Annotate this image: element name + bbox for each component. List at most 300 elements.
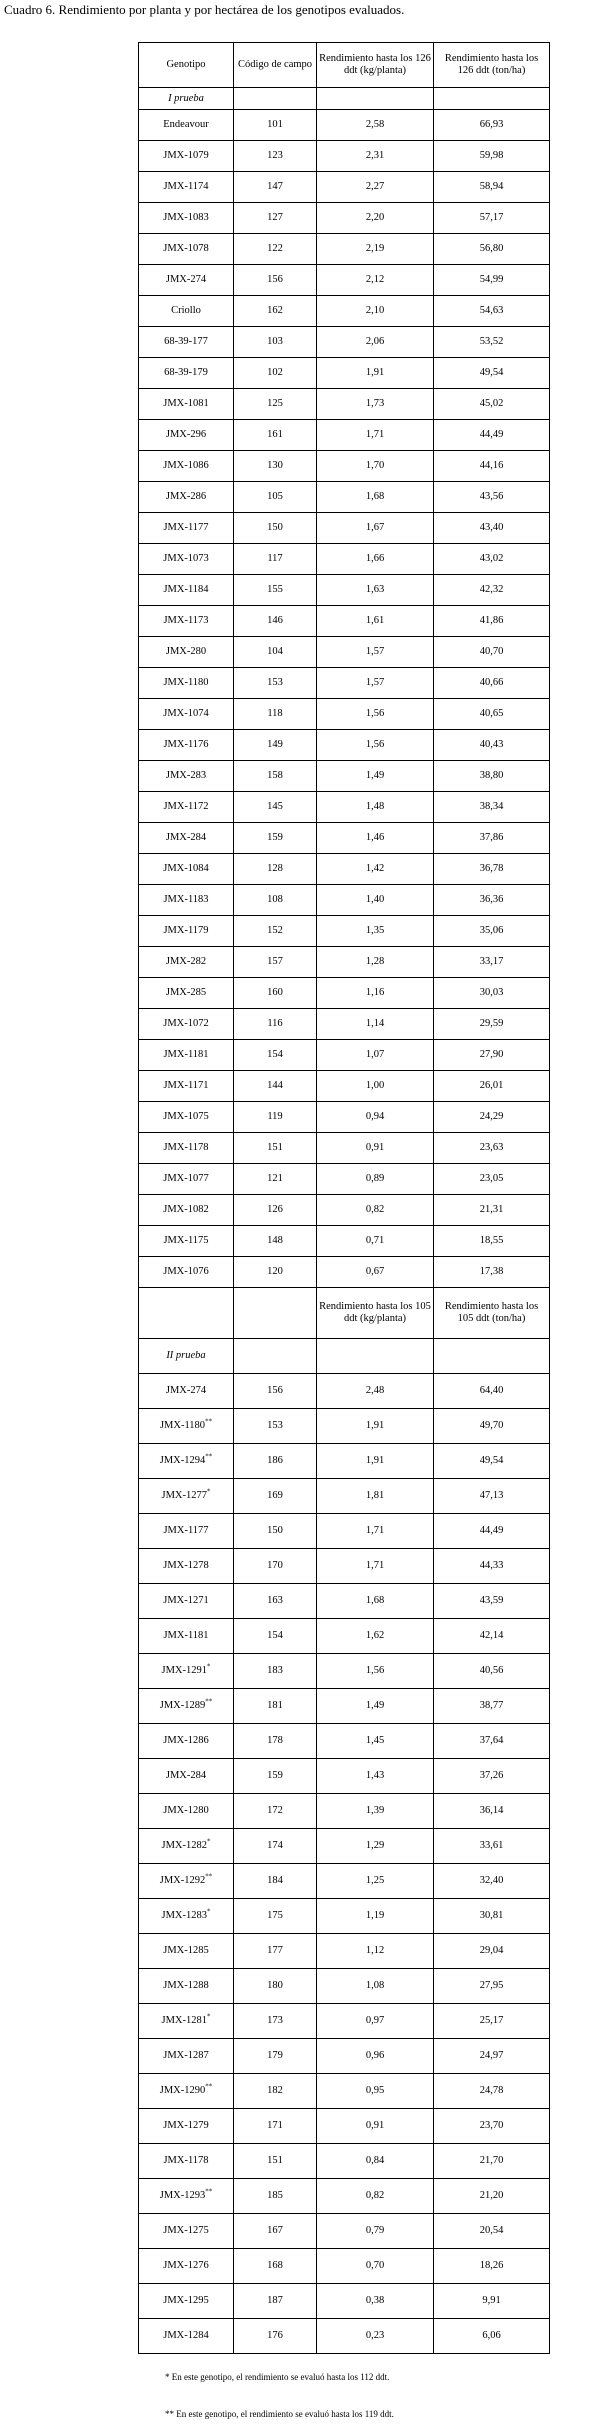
yield-plant-cell: 0,95 bbox=[317, 2074, 434, 2109]
header2-empty-2 bbox=[234, 1288, 317, 1339]
yield-hectare-cell: 6,06 bbox=[434, 2319, 550, 2354]
field-code-cell: 120 bbox=[234, 1257, 317, 1288]
field-code-cell: 125 bbox=[234, 389, 317, 420]
table-row bbox=[139, 1829, 550, 1864]
yield-plant-cell: 1,81 bbox=[317, 1479, 434, 1514]
yield-hectare-cell: 21,20 bbox=[434, 2179, 550, 2214]
yield-plant-cell: 1,91 bbox=[317, 1409, 434, 1444]
field-code-cell: 105 bbox=[234, 482, 317, 513]
genotype-name: JMX-284 bbox=[165, 1770, 207, 1781]
table-row bbox=[139, 1444, 550, 1479]
genotype-cell: JMX-1176 bbox=[139, 730, 234, 761]
table-row bbox=[139, 916, 550, 947]
table-row bbox=[139, 1102, 550, 1133]
table-row bbox=[139, 1654, 550, 1689]
table-row bbox=[139, 234, 550, 265]
yield-plant-cell: 1,42 bbox=[317, 854, 434, 885]
field-code-cell: 167 bbox=[234, 2214, 317, 2249]
footnote-1: * En este genotipo, el rendimiento se evaluó hasta los 112 ddt. bbox=[165, 2372, 390, 2382]
table-row bbox=[139, 1864, 550, 1899]
table-row bbox=[139, 203, 550, 234]
yield-hectare-cell: 43,40 bbox=[434, 513, 550, 544]
genotype-cell bbox=[139, 2179, 234, 2214]
field-code-cell: 153 bbox=[234, 1409, 317, 1444]
genotype-name: JMX-1275 bbox=[163, 2225, 209, 2236]
genotype-cell bbox=[139, 1969, 234, 2004]
field-code-cell: 185 bbox=[234, 2179, 317, 2214]
yield-plant-cell: 0,70 bbox=[317, 2249, 434, 2284]
section2-label: II prueba bbox=[139, 1339, 234, 1374]
yield-table bbox=[138, 42, 550, 2354]
table-row bbox=[139, 110, 550, 141]
genotype-name: JMX-1279 bbox=[163, 2120, 209, 2131]
table-row bbox=[139, 1479, 550, 1514]
genotype-name: JMX-1276 bbox=[163, 2260, 209, 2271]
field-code-cell: 178 bbox=[234, 1724, 317, 1759]
genotype-cell: JMX-1072 bbox=[139, 1009, 234, 1040]
genotype-name: JMX-1286 bbox=[163, 1735, 209, 1746]
yield-hectare-cell: 56,80 bbox=[434, 234, 550, 265]
table-row bbox=[139, 2214, 550, 2249]
field-code-cell: 158 bbox=[234, 761, 317, 792]
field-code-cell: 127 bbox=[234, 203, 317, 234]
section1-label: I prueba bbox=[139, 88, 234, 110]
genotype-cell bbox=[139, 1759, 234, 1794]
footnote-2: ** En este genotipo, el rendimiento se evaluó hasta los 119 ddt. bbox=[165, 2409, 394, 2419]
field-code-cell: 157 bbox=[234, 947, 317, 978]
genotype-name: JMX-1289 bbox=[159, 1700, 206, 1711]
field-code-cell: 121 bbox=[234, 1164, 317, 1195]
yield-hectare-cell: 49,54 bbox=[434, 358, 550, 389]
table-caption: Cuadro 6. Rendimiento por planta y por hectárea de los genotipos evaluados. bbox=[4, 2, 405, 17]
genotype-cell: JMX-1174 bbox=[139, 172, 234, 203]
field-code-cell: 145 bbox=[234, 792, 317, 823]
yield-hectare-cell: 20,54 bbox=[434, 2214, 550, 2249]
yield-plant-cell: 1,61 bbox=[317, 606, 434, 637]
genotype-cell: JMX-1079 bbox=[139, 141, 234, 172]
field-code-cell: 149 bbox=[234, 730, 317, 761]
yield-plant-cell: 1,71 bbox=[317, 1549, 434, 1584]
yield-plant-cell: 1,14 bbox=[317, 1009, 434, 1040]
field-code-cell: 181 bbox=[234, 1689, 317, 1724]
genotype-cell: Endeavour bbox=[139, 110, 234, 141]
genotype-cell bbox=[139, 1654, 234, 1689]
field-code-cell: 156 bbox=[234, 1374, 317, 1409]
genotype-name: JMX-1294 bbox=[159, 1455, 206, 1466]
genotype-cell: JMX-284 bbox=[139, 823, 234, 854]
section2-label-row bbox=[139, 1339, 550, 1374]
yield-plant-cell: 1,07 bbox=[317, 1040, 434, 1071]
field-code-cell: 155 bbox=[234, 575, 317, 606]
yield-hectare-cell: 24,97 bbox=[434, 2039, 550, 2074]
genotype-cell: JMX-282 bbox=[139, 947, 234, 978]
table-row bbox=[139, 1619, 550, 1654]
footnote-marker: * bbox=[207, 1907, 211, 1916]
yield-plant-cell: 0,82 bbox=[317, 2179, 434, 2214]
table-row bbox=[139, 420, 550, 451]
footnote-marker: * bbox=[207, 2012, 211, 2021]
field-code-cell: 168 bbox=[234, 2249, 317, 2284]
table-row bbox=[139, 606, 550, 637]
field-code-cell: 153 bbox=[234, 668, 317, 699]
yield-plant-cell: 1,68 bbox=[317, 482, 434, 513]
genotype-cell: JMX-1180 bbox=[139, 668, 234, 699]
genotype-cell: JMX-280 bbox=[139, 637, 234, 668]
field-code-cell: 176 bbox=[234, 2319, 317, 2354]
genotype-cell bbox=[139, 1724, 234, 1759]
yield-hectare-cell: 26,01 bbox=[434, 1071, 550, 1102]
table-row bbox=[139, 1899, 550, 1934]
yield-hectare-cell: 23,70 bbox=[434, 2109, 550, 2144]
field-code-cell: 150 bbox=[234, 513, 317, 544]
field-code-cell: 118 bbox=[234, 699, 317, 730]
yield-hectare-cell: 23,63 bbox=[434, 1133, 550, 1164]
genotype-cell: JMX-1172 bbox=[139, 792, 234, 823]
table-row bbox=[139, 389, 550, 420]
genotype-cell bbox=[139, 2249, 234, 2284]
yield-plant-cell: 1,29 bbox=[317, 1829, 434, 1864]
genotype-cell: JMX-285 bbox=[139, 978, 234, 1009]
field-code-cell: 161 bbox=[234, 420, 317, 451]
table-row bbox=[139, 1071, 550, 1102]
yield-plant-cell: 1,00 bbox=[317, 1071, 434, 1102]
table-row bbox=[139, 1040, 550, 1071]
yield-hectare-cell: 53,52 bbox=[434, 327, 550, 358]
yield-hectare-cell: 44,49 bbox=[434, 420, 550, 451]
yield-hectare-cell: 30,03 bbox=[434, 978, 550, 1009]
yield-hectare-cell: 66,93 bbox=[434, 110, 550, 141]
label-empty bbox=[317, 1339, 434, 1374]
yield-plant-cell: 1,28 bbox=[317, 947, 434, 978]
field-code-cell: 148 bbox=[234, 1226, 317, 1257]
field-code-cell: 123 bbox=[234, 141, 317, 172]
table-row bbox=[139, 451, 550, 482]
genotype-name: JMX-1283 bbox=[161, 1910, 207, 1921]
table-row bbox=[139, 296, 550, 327]
yield-plant-cell: 0,91 bbox=[317, 1133, 434, 1164]
field-code-cell: 122 bbox=[234, 234, 317, 265]
header-row-2 bbox=[139, 1288, 550, 1339]
yield-plant-cell: 2,58 bbox=[317, 110, 434, 141]
table-row bbox=[139, 2319, 550, 2354]
genotype-cell bbox=[139, 2109, 234, 2144]
yield-hectare-cell: 24,29 bbox=[434, 1102, 550, 1133]
header-rend126-ha: Rendimiento hasta los 126 ddt (ton/ha) bbox=[434, 43, 550, 88]
genotype-cell: JMX-286 bbox=[139, 482, 234, 513]
table-row bbox=[139, 141, 550, 172]
yield-plant-cell: 0,91 bbox=[317, 2109, 434, 2144]
genotype-cell: JMX-1083 bbox=[139, 203, 234, 234]
field-code-cell: 184 bbox=[234, 1864, 317, 1899]
footnote-marker: ** bbox=[205, 1452, 213, 1461]
yield-plant-cell: 1,70 bbox=[317, 451, 434, 482]
genotype-cell bbox=[139, 2319, 234, 2354]
yield-table-body bbox=[139, 43, 550, 2354]
yield-plant-cell: 1,39 bbox=[317, 1794, 434, 1829]
yield-plant-cell: 2,06 bbox=[317, 327, 434, 358]
field-code-cell: 183 bbox=[234, 1654, 317, 1689]
genotype-cell bbox=[139, 1549, 234, 1584]
header-rend105-ha: Rendimiento hasta los 105 ddt (ton/ha) bbox=[434, 1288, 550, 1339]
table-row bbox=[139, 1549, 550, 1584]
yield-hectare-cell: 18,55 bbox=[434, 1226, 550, 1257]
genotype-cell bbox=[139, 1899, 234, 1934]
field-code-cell: 179 bbox=[234, 2039, 317, 2074]
field-code-cell: 186 bbox=[234, 1444, 317, 1479]
genotype-cell: JMX-1175 bbox=[139, 1226, 234, 1257]
genotype-cell bbox=[139, 1689, 234, 1724]
yield-hectare-cell: 18,26 bbox=[434, 2249, 550, 2284]
field-code-cell: 144 bbox=[234, 1071, 317, 1102]
yield-plant-cell: 1,46 bbox=[317, 823, 434, 854]
yield-hectare-cell: 59,98 bbox=[434, 141, 550, 172]
field-code-cell: 150 bbox=[234, 1514, 317, 1549]
yield-hectare-cell: 36,78 bbox=[434, 854, 550, 885]
yield-hectare-cell: 38,77 bbox=[434, 1689, 550, 1724]
yield-hectare-cell: 44,16 bbox=[434, 451, 550, 482]
table-row bbox=[139, 2039, 550, 2074]
genotype-cell: JMX-1177 bbox=[139, 513, 234, 544]
yield-hectare-cell: 25,17 bbox=[434, 2004, 550, 2039]
yield-hectare-cell: 37,64 bbox=[434, 1724, 550, 1759]
table-row bbox=[139, 1226, 550, 1257]
field-code-cell: 119 bbox=[234, 1102, 317, 1133]
yield-hectare-cell: 23,05 bbox=[434, 1164, 550, 1195]
footnote-marker: ** bbox=[205, 1417, 213, 1426]
genotype-cell bbox=[139, 1584, 234, 1619]
field-code-cell: 187 bbox=[234, 2284, 317, 2319]
genotype-name: JMX-1291 bbox=[161, 1665, 207, 1676]
field-code-cell: 154 bbox=[234, 1040, 317, 1071]
yield-plant-cell: 2,27 bbox=[317, 172, 434, 203]
table-row bbox=[139, 1584, 550, 1619]
genotype-cell: 68-39-177 bbox=[139, 327, 234, 358]
yield-hectare-cell: 9,91 bbox=[434, 2284, 550, 2319]
yield-hectare-cell: 47,13 bbox=[434, 1479, 550, 1514]
table-row bbox=[139, 730, 550, 761]
genotype-cell: JMX-1171 bbox=[139, 1071, 234, 1102]
genotype-cell bbox=[139, 1619, 234, 1654]
genotype-cell bbox=[139, 1374, 234, 1409]
footnote-marker: ** bbox=[205, 1697, 213, 1706]
genotype-cell bbox=[139, 1794, 234, 1829]
genotype-cell: JMX-1178 bbox=[139, 1133, 234, 1164]
table-row bbox=[139, 1257, 550, 1288]
table-row bbox=[139, 823, 550, 854]
table-row bbox=[139, 978, 550, 1009]
genotype-cell: JMX-1183 bbox=[139, 885, 234, 916]
table-row bbox=[139, 2074, 550, 2109]
field-code-cell: 102 bbox=[234, 358, 317, 389]
genotype-name: JMX-1287 bbox=[163, 2050, 209, 2061]
genotype-cell: JMX-1074 bbox=[139, 699, 234, 730]
field-code-cell: 108 bbox=[234, 885, 317, 916]
genotype-cell: JMX-1076 bbox=[139, 1257, 234, 1288]
yield-hectare-cell: 33,17 bbox=[434, 947, 550, 978]
table-row bbox=[139, 885, 550, 916]
yield-hectare-cell: 57,17 bbox=[434, 203, 550, 234]
yield-hectare-cell: 21,31 bbox=[434, 1195, 550, 1226]
field-code-cell: 117 bbox=[234, 544, 317, 575]
table-row bbox=[139, 172, 550, 203]
genotype-cell bbox=[139, 1829, 234, 1864]
genotype-cell: JMX-1086 bbox=[139, 451, 234, 482]
table-row bbox=[139, 327, 550, 358]
field-code-cell: 151 bbox=[234, 2144, 317, 2179]
table-row bbox=[139, 544, 550, 575]
genotype-cell: JMX-1184 bbox=[139, 575, 234, 606]
yield-hectare-cell: 64,40 bbox=[434, 1374, 550, 1409]
genotype-name: JMX-1290 bbox=[159, 2085, 206, 2096]
genotype-cell: JMX-1082 bbox=[139, 1195, 234, 1226]
genotype-cell: JMX-1081 bbox=[139, 389, 234, 420]
yield-plant-cell: 1,49 bbox=[317, 1689, 434, 1724]
yield-plant-cell: 1,71 bbox=[317, 1514, 434, 1549]
footnote-marker: * bbox=[207, 1662, 211, 1671]
yield-plant-cell: 1,68 bbox=[317, 1584, 434, 1619]
yield-plant-cell: 1,49 bbox=[317, 761, 434, 792]
field-code-cell: 177 bbox=[234, 1934, 317, 1969]
yield-hectare-cell: 27,95 bbox=[434, 1969, 550, 2004]
field-code-cell: 154 bbox=[234, 1619, 317, 1654]
yield-hectare-cell: 41,86 bbox=[434, 606, 550, 637]
yield-plant-cell: 1,91 bbox=[317, 358, 434, 389]
field-code-cell: 101 bbox=[234, 110, 317, 141]
yield-plant-cell: 0,94 bbox=[317, 1102, 434, 1133]
genotype-cell bbox=[139, 2214, 234, 2249]
genotype-name: JMX-1293 bbox=[159, 2190, 206, 2201]
section1-label-row bbox=[139, 88, 550, 110]
genotype-cell bbox=[139, 2144, 234, 2179]
genotype-cell bbox=[139, 1444, 234, 1479]
field-code-cell: 171 bbox=[234, 2109, 317, 2144]
field-code-cell: 173 bbox=[234, 2004, 317, 2039]
yield-plant-cell: 0,89 bbox=[317, 1164, 434, 1195]
field-code-cell: 169 bbox=[234, 1479, 317, 1514]
label-empty bbox=[434, 1339, 550, 1374]
genotype-name: JMX-1280 bbox=[163, 1805, 209, 1816]
yield-plant-cell: 1,57 bbox=[317, 668, 434, 699]
table-row bbox=[139, 2004, 550, 2039]
table-row bbox=[139, 1374, 550, 1409]
field-code-cell: 146 bbox=[234, 606, 317, 637]
header-codigo: Código de campo bbox=[234, 43, 317, 88]
genotype-name: JMX-1284 bbox=[163, 2330, 209, 2341]
yield-hectare-cell: 44,33 bbox=[434, 1549, 550, 1584]
genotype-cell: JMX-1075 bbox=[139, 1102, 234, 1133]
genotype-name: JMX-1180 bbox=[159, 1420, 206, 1431]
table-row bbox=[139, 1759, 550, 1794]
genotype-name: JMX-1282 bbox=[161, 1840, 207, 1851]
yield-hectare-cell: 17,38 bbox=[434, 1257, 550, 1288]
yield-hectare-cell: 43,56 bbox=[434, 482, 550, 513]
table-row bbox=[139, 1724, 550, 1759]
yield-hectare-cell: 37,26 bbox=[434, 1759, 550, 1794]
yield-hectare-cell: 30,81 bbox=[434, 1899, 550, 1934]
yield-hectare-cell: 36,14 bbox=[434, 1794, 550, 1829]
table-row bbox=[139, 792, 550, 823]
genotype-cell bbox=[139, 1934, 234, 1969]
table-row bbox=[139, 1934, 550, 1969]
footnote-marker: ** bbox=[205, 1872, 213, 1881]
genotype-name: JMX-1178 bbox=[163, 2155, 209, 2166]
yield-hectare-cell: 27,90 bbox=[434, 1040, 550, 1071]
field-code-cell: 151 bbox=[234, 1133, 317, 1164]
genotype-cell: JMX-1078 bbox=[139, 234, 234, 265]
header-rend126-planta: Rendimiento hasta los 126 ddt (kg/planta) bbox=[317, 43, 434, 88]
field-code-cell: 103 bbox=[234, 327, 317, 358]
genotype-name: JMX-1271 bbox=[163, 1595, 209, 1606]
table-row bbox=[139, 2179, 550, 2214]
yield-hectare-cell: 44,49 bbox=[434, 1514, 550, 1549]
yield-plant-cell: 2,20 bbox=[317, 203, 434, 234]
table-row bbox=[139, 1009, 550, 1040]
genotype-name: JMX-1285 bbox=[163, 1945, 209, 1956]
yield-plant-cell: 1,66 bbox=[317, 544, 434, 575]
table-row bbox=[139, 637, 550, 668]
yield-plant-cell: 0,84 bbox=[317, 2144, 434, 2179]
table-row bbox=[139, 1164, 550, 1195]
genotype-name: JMX-1277 bbox=[161, 1490, 207, 1501]
yield-plant-cell: 2,48 bbox=[317, 1374, 434, 1409]
yield-hectare-cell: 42,14 bbox=[434, 1619, 550, 1654]
yield-hectare-cell: 45,02 bbox=[434, 389, 550, 420]
yield-plant-cell: 1,56 bbox=[317, 1654, 434, 1689]
genotype-name: JMX-274 bbox=[165, 1385, 207, 1396]
table-row bbox=[139, 358, 550, 389]
yield-plant-cell: 0,82 bbox=[317, 1195, 434, 1226]
genotype-cell: JMX-296 bbox=[139, 420, 234, 451]
genotype-name: JMX-1181 bbox=[163, 1630, 209, 1641]
yield-plant-cell: 1,57 bbox=[317, 637, 434, 668]
field-code-cell: 159 bbox=[234, 1759, 317, 1794]
genotype-name: JMX-1292 bbox=[159, 1875, 206, 1886]
footnote-marker: ** bbox=[205, 2187, 213, 2196]
yield-plant-cell: 1,56 bbox=[317, 730, 434, 761]
yield-hectare-cell: 40,66 bbox=[434, 668, 550, 699]
yield-hectare-cell: 35,06 bbox=[434, 916, 550, 947]
yield-hectare-cell: 33,61 bbox=[434, 1829, 550, 1864]
table-row bbox=[139, 482, 550, 513]
genotype-cell: JMX-1077 bbox=[139, 1164, 234, 1195]
yield-hectare-cell: 24,78 bbox=[434, 2074, 550, 2109]
field-code-cell: 116 bbox=[234, 1009, 317, 1040]
yield-hectare-cell: 37,86 bbox=[434, 823, 550, 854]
field-code-cell: 126 bbox=[234, 1195, 317, 1226]
yield-plant-cell: 1,73 bbox=[317, 389, 434, 420]
genotype-cell bbox=[139, 1864, 234, 1899]
yield-hectare-cell: 21,70 bbox=[434, 2144, 550, 2179]
yield-plant-cell: 1,62 bbox=[317, 1619, 434, 1654]
table-row bbox=[139, 1409, 550, 1444]
table-row bbox=[139, 2284, 550, 2319]
yield-hectare-cell: 29,04 bbox=[434, 1934, 550, 1969]
field-code-cell: 152 bbox=[234, 916, 317, 947]
yield-plant-cell: 0,96 bbox=[317, 2039, 434, 2074]
genotype-name: JMX-1177 bbox=[163, 1525, 209, 1536]
yield-plant-cell: 0,67 bbox=[317, 1257, 434, 1288]
yield-hectare-cell: 40,43 bbox=[434, 730, 550, 761]
field-code-cell: 104 bbox=[234, 637, 317, 668]
yield-plant-cell: 2,31 bbox=[317, 141, 434, 172]
genotype-cell bbox=[139, 2284, 234, 2319]
field-code-cell: 175 bbox=[234, 1899, 317, 1934]
yield-hectare-cell: 36,36 bbox=[434, 885, 550, 916]
genotype-cell: JMX-1179 bbox=[139, 916, 234, 947]
yield-hectare-cell: 38,34 bbox=[434, 792, 550, 823]
genotype-cell: Criollo bbox=[139, 296, 234, 327]
yield-hectare-cell: 29,59 bbox=[434, 1009, 550, 1040]
